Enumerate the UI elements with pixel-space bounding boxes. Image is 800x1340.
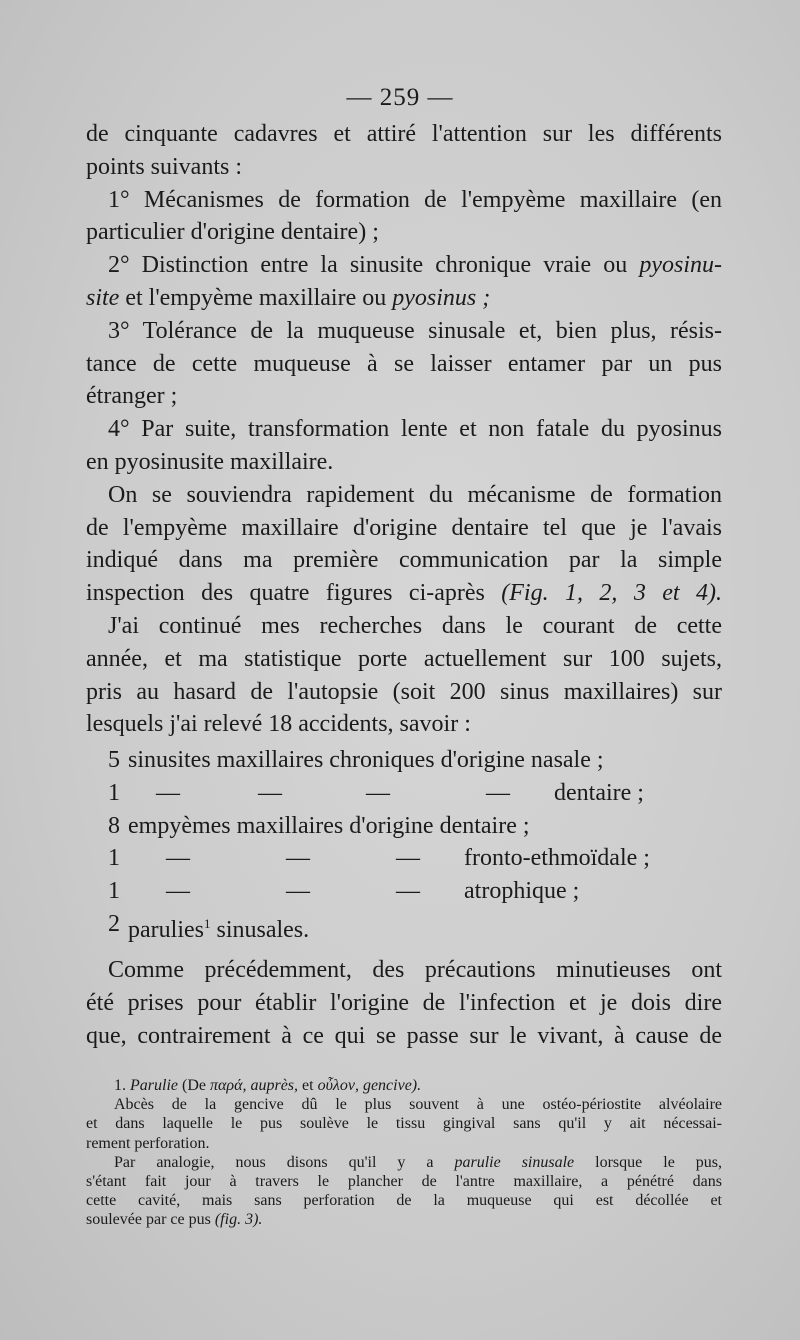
item-label: parulies bbox=[128, 916, 204, 943]
text-line bbox=[86, 1020, 722, 1053]
text: indiqué dans ma première communication par la simple bbox=[86, 547, 722, 574]
item-count: 1 bbox=[108, 845, 120, 872]
item-count: 8 bbox=[108, 812, 120, 839]
text: tance de cette muqueuse à se laisser entamer par un pus bbox=[86, 350, 722, 377]
text: soulevée par ce pus bbox=[86, 1211, 215, 1229]
footnote-term: Parulie bbox=[130, 1077, 178, 1094]
footnote-greek-1: παρά, auprès, bbox=[209, 1077, 299, 1094]
italic-text: pyosinu- bbox=[639, 252, 722, 279]
ditto-dash: — bbox=[258, 779, 282, 806]
text-line bbox=[86, 348, 722, 381]
text-line bbox=[86, 708, 722, 741]
text-line bbox=[86, 479, 722, 512]
text: points suivants : bbox=[86, 153, 243, 180]
italic-text: site bbox=[86, 284, 120, 311]
footnote-text: et bbox=[298, 1077, 318, 1094]
item-label-group bbox=[128, 908, 309, 947]
text-line bbox=[86, 249, 722, 282]
text: Par analogie, nous disons qu'il y a bbox=[114, 1153, 455, 1171]
text: étranger ; bbox=[86, 383, 178, 410]
text-line bbox=[86, 1114, 722, 1133]
footnote-title-line bbox=[86, 1076, 722, 1095]
text: lorsque le pus, bbox=[574, 1153, 723, 1171]
text-line bbox=[86, 512, 722, 545]
text-line bbox=[86, 380, 722, 413]
item-label: empyèmes maxillaires d'origine dentaire ; bbox=[128, 812, 530, 839]
italic-text: (Fig. 1, 2, 3 et 4). bbox=[501, 580, 722, 607]
text-line bbox=[86, 1134, 722, 1153]
item-count: 1 bbox=[108, 878, 120, 905]
list-item bbox=[108, 744, 638, 777]
main-text-continued bbox=[86, 954, 722, 1052]
text: 3° Tolérance de la muqueuse sinusale et, bien plus, résis- bbox=[108, 317, 722, 344]
text-line bbox=[86, 1210, 722, 1229]
list-item bbox=[108, 875, 638, 908]
list-item bbox=[108, 810, 638, 843]
text-line bbox=[86, 676, 722, 709]
text: de cinquante cadavres et attiré l'attention sur les différents bbox=[86, 121, 722, 147]
text-line bbox=[86, 1153, 722, 1172]
text-line bbox=[86, 151, 722, 184]
text-line bbox=[86, 446, 722, 479]
text-line bbox=[86, 643, 722, 676]
item-label: sinusales. bbox=[210, 916, 310, 943]
ditto-dash: — bbox=[286, 845, 310, 872]
ditto-dash: — bbox=[486, 779, 510, 806]
ditto-dash: — bbox=[396, 878, 420, 905]
text: pris au hasard de l'autopsie (soit 200 sinus maxillaires) sur bbox=[86, 678, 722, 705]
text: 1° Mécanismes de formation de l'empyème maxillaire (en bbox=[108, 186, 722, 213]
text-line bbox=[86, 282, 722, 315]
text-line bbox=[86, 1095, 722, 1114]
text: en pyosinusite maxillaire. bbox=[86, 448, 334, 475]
accident-statistics-list bbox=[108, 744, 650, 943]
ditto-dash: — bbox=[286, 878, 310, 905]
item-label: atrophique ; bbox=[464, 878, 580, 905]
italic-text: parulie sinusale bbox=[454, 1153, 575, 1171]
footnote-number: 1. bbox=[114, 1077, 126, 1094]
text-line bbox=[86, 216, 722, 249]
item-label: fronto-ethmoïdale ; bbox=[464, 845, 650, 872]
text-line bbox=[86, 577, 722, 610]
text-line bbox=[86, 954, 722, 987]
text: cette cavité, mais sans perforation de la muqueuse qui est décollée et bbox=[86, 1192, 722, 1210]
item-count: 2 bbox=[108, 910, 120, 937]
text: été prises pour établir l'origine de l'infection et je dois dire bbox=[86, 989, 722, 1016]
item-count: 5 bbox=[108, 747, 120, 773]
footnote bbox=[86, 1076, 722, 1230]
page-number: — 259 — bbox=[346, 84, 454, 111]
text: de l'empyème maxillaire d'origine dentaire tel que je l'avais bbox=[86, 514, 722, 541]
footnote-greek-2: οὖλον, gencive). bbox=[317, 1077, 422, 1094]
text: 2° Distinction entre la sinusite chronique vraie ou bbox=[108, 252, 640, 279]
ditto-dash: — bbox=[166, 845, 190, 872]
text: et l'empyème maxillaire ou bbox=[119, 284, 393, 311]
item-count: 1 bbox=[108, 779, 120, 806]
ditto-dash: — bbox=[396, 845, 420, 872]
text: s'étant fait jour à travers le plancher de l'antre maxillaire, a pénétré dans bbox=[86, 1172, 722, 1190]
text: année, et ma statistique porte actuellement sur 100 sujets, bbox=[86, 645, 722, 672]
text-line bbox=[86, 610, 722, 643]
text-line bbox=[86, 1172, 722, 1191]
text-line bbox=[86, 1191, 722, 1210]
text: Abcès de la gencive dû le plus souvent à une ostéo-périostite alvéolaire bbox=[114, 1096, 722, 1114]
italic-text: pyosinus ; bbox=[392, 284, 491, 311]
text-line bbox=[86, 413, 722, 446]
text: On se souviendra rapidement du mécanisme de formation bbox=[108, 481, 722, 508]
text: rement perforation. bbox=[86, 1134, 210, 1152]
list-item bbox=[108, 908, 638, 941]
text: inspection des quatre figures ci-après bbox=[86, 580, 502, 607]
text: lesquels j'ai relevé 18 accidents, savoir : bbox=[86, 711, 471, 738]
ditto-dash: — bbox=[156, 779, 180, 806]
text-line bbox=[86, 315, 722, 348]
text-line bbox=[86, 184, 722, 217]
footnote-text: (De bbox=[178, 1077, 210, 1094]
text: particulier d'origine dentaire) ; bbox=[86, 219, 379, 246]
text: et dans laquelle le pus soulève le tissu gingival sans qu'il y ait nécessai- bbox=[86, 1115, 722, 1133]
main-text-block bbox=[86, 118, 722, 741]
text: 4° Par suite, transformation lente et non fatale du pyosinus bbox=[108, 416, 722, 443]
text: J'ai continué mes recherches dans le courant de cette bbox=[108, 612, 722, 639]
text-line bbox=[86, 118, 722, 151]
list-item bbox=[108, 777, 644, 810]
italic-text: (fig. 3). bbox=[214, 1211, 263, 1229]
ditto-dash: — bbox=[366, 779, 390, 806]
text-line bbox=[86, 987, 722, 1020]
text: que, contrairement à ce qui se passe sur le vivant, à cause de bbox=[86, 1022, 722, 1049]
text-line bbox=[86, 544, 722, 577]
list-item bbox=[108, 842, 650, 875]
footnote-marker: 1 bbox=[203, 915, 211, 931]
ditto-dash: — bbox=[166, 878, 190, 905]
item-label: dentaire ; bbox=[554, 779, 644, 806]
item-label: sinusites maxillaires chroniques d'origine nasale ; bbox=[128, 747, 604, 773]
text: Comme précédemment, des précautions minutieuses ont bbox=[108, 957, 722, 983]
